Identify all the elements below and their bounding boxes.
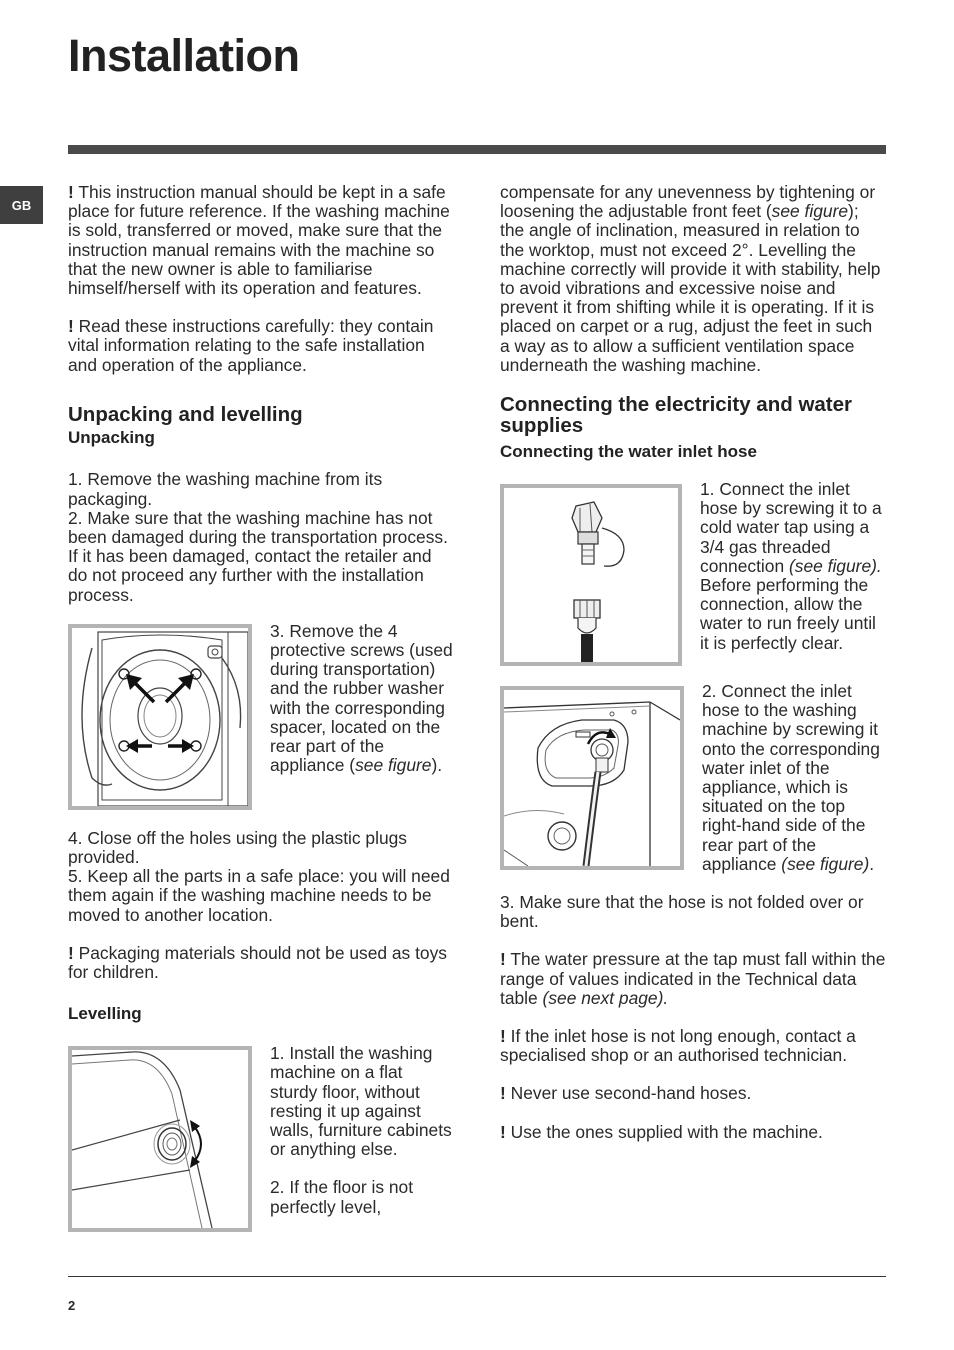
subheading-inlet-hose: Connecting the water inlet hose: [500, 442, 757, 462]
inlet-step-3: 3. Make sure that the hose is not folded over or bent.: [500, 892, 864, 932]
machine-inlet-figure: [500, 686, 684, 870]
warning-mark: !: [500, 1026, 506, 1047]
unpacking-step-1: 1. Remove the washing machine from its packaging.: [68, 469, 383, 509]
page-number: 2: [68, 1298, 76, 1313]
unpacking-step-3: 3. Remove the 4 protective screws (used during transportation) and the rubber washer with the corresponding spacer, located on the rear part of the appliance (see figure).: [270, 620, 453, 776]
rear-screws-figure: [68, 624, 252, 810]
inlet-figure-row: [500, 681, 886, 874]
subheading-levelling: Levelling: [68, 1004, 142, 1024]
levelling-steps: [252, 1044, 453, 1217]
left-column: [68, 183, 453, 1232]
warning-mark: !: [500, 1121, 506, 1142]
levelling-step-1: 1. Install the washing machine on a flat sturdy floor, without resting it up against walls, furniture cabinets or anything else.: [270, 1043, 452, 1160]
header-rule: [68, 145, 886, 154]
right-column: [500, 183, 886, 1161]
tap-connection-figure: [500, 484, 682, 666]
subheading-unpacking: Unpacking: [68, 428, 155, 448]
warning-mark: !: [68, 316, 74, 337]
tap-illustration: [504, 488, 678, 662]
unpacking-figure-row: [68, 620, 453, 810]
footer-rule: [68, 1276, 886, 1277]
adjustable-foot-figure: [68, 1046, 252, 1232]
levelling-continued: compensate for any unevenness by tightening or loosening the adjustable front feet (see figure); the angle of inclination, measured in relation to the worktop, must not exceed 2°. Levelling the machine correctly will provide it with stability, help to avoid vibrations and excessive noise and prevent it from shifting while it is operating. If it is placed on carpet or a rug, adjust the feet in such a way as to allow a sufficient ventilation space underneath the washing machine.: [500, 182, 881, 375]
hose-length-warning: ! If the inlet hose is not long enough, contact a specialised shop or an authorised technician.: [500, 1026, 856, 1066]
language-tab: GB: [0, 186, 43, 224]
adjustable-foot-illustration: [72, 1050, 248, 1228]
levelling-figure-row: [68, 1043, 453, 1232]
machine-inlet-illustration: [504, 690, 680, 866]
tap-figure-row: [500, 479, 886, 666]
warning-mark: !: [68, 942, 74, 963]
rear-panel-illustration: [72, 628, 248, 806]
supplied-hose-note: ! Use the ones supplied with the machine.: [500, 1121, 823, 1142]
pressure-warning: ! The water pressure at the tap must fall within the range of values indicated in the Technical data table (see next page).: [500, 949, 886, 1008]
unpacking-step-5: 5. Keep all the parts in a safe place: you will need them again if the washing machine needs to be moved to another location.: [68, 866, 450, 925]
warning-mark: !: [500, 1083, 506, 1104]
warning-mark: !: [500, 949, 506, 970]
second-hand-warning: ! Never use second-hand hoses.: [500, 1083, 752, 1104]
read-warning: ! Read these instructions carefully: they contain vital information relating to the safe installation and operation of the appliance.: [68, 316, 434, 375]
warning-mark: !: [68, 182, 74, 202]
inlet-step-1: 1. Connect the inlet hose by screwing it to a cold water tap using a 3/4 gas threaded connection (see figure). Before performing the connection, allow the water to run freely until it is perfectly clear.: [700, 479, 882, 653]
intro-warning: ! This instruction manual should be kept in a safe place for future reference. If the washing machine is sold, transferred or moved, make sure that the instruction manual remains with the machine so that the new owner is able to familiarise himself/herself with its operation and features.: [68, 182, 450, 299]
section-heading-unpacking-levelling: Unpacking and levelling: [68, 402, 303, 426]
unpacking-step-4: 4. Close off the holes using the plastic plugs provided.: [68, 827, 408, 867]
section-heading-connecting: Connecting the electricity and water supplies: [500, 393, 852, 437]
page-title: Installation: [68, 30, 300, 81]
unpacking-step-2: 2. Make sure that the washing machine has not been damaged during the transportation process. If it has been damaged, contact the retailer and do not proceed any further with the installation process.: [68, 507, 448, 605]
inlet-step-2: 2. Connect the inlet hose to the washing machine by screwing it onto the corresponding water inlet of the appliance, which is situated on the top right-hand side of the rear part of the appliance (see figure).: [702, 681, 880, 874]
packaging-warning: ! Packaging materials should not be used as toys for children.: [68, 942, 447, 982]
levelling-step-2: 2. If the floor is not perfectly level,: [270, 1177, 414, 1217]
